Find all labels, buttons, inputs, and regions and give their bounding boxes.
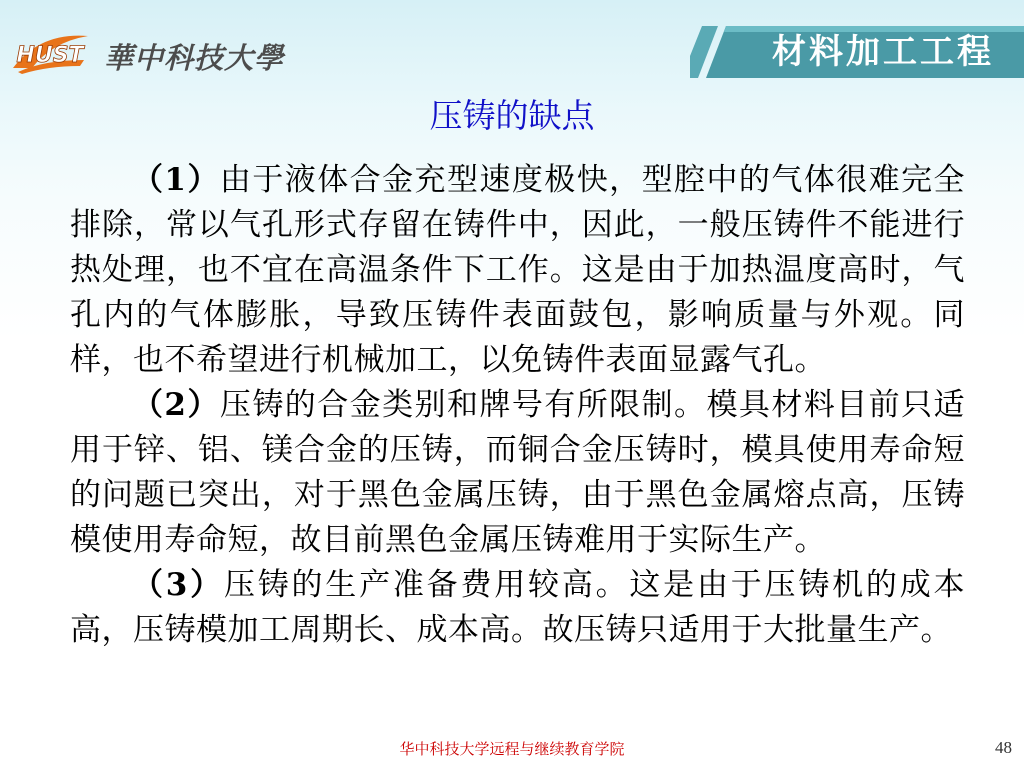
paragraph-number: （1）	[132, 162, 220, 198]
paragraph-text: 由于液体合金充型速度极快，型腔中的气体很难完全排除，常以气孔形式存留在铸件中，因此，一般压铸件不能进行热处理，也不宜在高温条件下工作。这是由于加热温度高时，气孔内的气体膨胀，导致压铸件表面鼓包，影响质量与外观。同样，也不希望进行机械加工，以免铸件表面显露气孔。	[70, 162, 965, 378]
banner-title: 材料加工工程	[772, 32, 994, 72]
paragraph-3	[70, 563, 965, 653]
slide-title: 压铸的缺点	[429, 96, 595, 135]
slide-header	[0, 0, 1024, 100]
paragraph-1	[70, 158, 965, 383]
svg-text:HUST: HUST	[16, 43, 84, 68]
hust-logo-icon	[10, 30, 90, 76]
paragraph-number: （3）	[132, 567, 224, 603]
paragraph-text: 压铸的合金类别和牌号有所限制。模具材料目前只适用于锌、铝、镁合金的压铸，而铜合金压铸时，模具使用寿命短的问题已突出，对于黑色金属压铸，由于黑色金属熔点高，压铸模使用寿命短，故目前黑色金属压铸难用于实际生产。	[70, 387, 965, 558]
slide-body	[70, 158, 965, 653]
page-number: 48	[995, 738, 1012, 757]
university-name: 華中科技大學	[104, 41, 285, 75]
paragraph-2	[70, 383, 965, 563]
paragraph-text: 压铸的生产准备费用较高。这是由于压铸机的成本高，压铸模加工周期长、成本高。故压铸只适用于大批量生产。	[70, 567, 965, 648]
footer-institution: 华中科技大学远程与继续教育学院	[399, 740, 625, 758]
paragraph-number: （2）	[132, 387, 220, 423]
